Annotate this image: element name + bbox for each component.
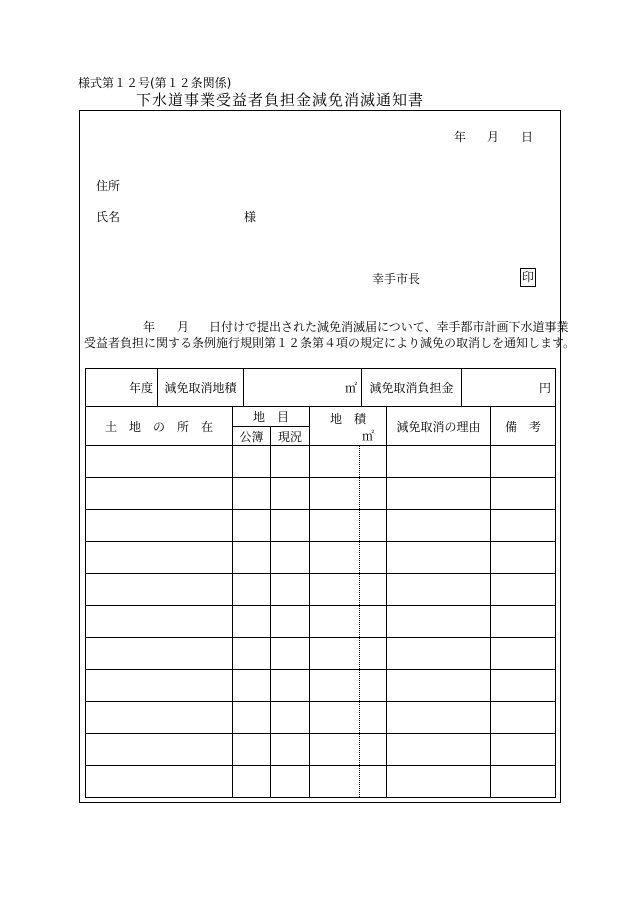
table-cell[interactable] <box>86 446 233 478</box>
table-cell[interactable] <box>233 606 271 638</box>
header-location <box>86 407 233 446</box>
table-cell[interactable] <box>310 574 360 606</box>
table-row <box>86 766 556 798</box>
table-row <box>86 478 556 510</box>
table-cell[interactable] <box>86 574 233 606</box>
table-cell[interactable] <box>271 446 310 478</box>
charge-label-cell <box>362 369 462 407</box>
table-cell[interactable] <box>86 638 233 670</box>
table-cell[interactable] <box>360 574 387 606</box>
table-cell[interactable] <box>233 670 271 702</box>
table-cell[interactable] <box>387 574 491 606</box>
table-cell[interactable] <box>310 478 360 510</box>
table-cell[interactable] <box>233 766 271 798</box>
table-row <box>86 702 556 734</box>
table-cell[interactable] <box>387 670 491 702</box>
table-cell[interactable] <box>233 446 271 478</box>
table-cell[interactable] <box>86 766 233 798</box>
table-cell[interactable] <box>310 606 360 638</box>
body-year: 年 <box>143 320 156 334</box>
table-cell[interactable] <box>491 702 556 734</box>
area-unit: ㎡ <box>344 381 357 395</box>
table-cell[interactable] <box>360 542 387 574</box>
table-cell[interactable] <box>310 510 360 542</box>
table-row <box>86 574 556 606</box>
seal-mark: 印 <box>520 268 536 287</box>
table-cell[interactable] <box>86 510 233 542</box>
table-cell[interactable] <box>491 734 556 766</box>
body-text-line2: 受益者負担に関する条例施行規則第１２条第４項の規定により減免の取消しを通知します。 <box>84 336 576 350</box>
table-cell[interactable] <box>387 766 491 798</box>
table-cell[interactable] <box>271 542 310 574</box>
table-cell[interactable] <box>360 702 387 734</box>
table-cell[interactable] <box>387 638 491 670</box>
area-label: 減免取消地積 <box>164 381 237 395</box>
table-cell[interactable] <box>387 542 491 574</box>
table-cell[interactable] <box>387 510 491 542</box>
table-cell[interactable] <box>271 638 310 670</box>
header-actual <box>271 427 310 446</box>
table-cell[interactable] <box>360 670 387 702</box>
table-cell[interactable] <box>233 638 271 670</box>
body-month: 月 <box>177 320 190 334</box>
issuer-title: 幸手市長 <box>372 272 421 286</box>
table-cell[interactable] <box>491 638 556 670</box>
table-cell[interactable] <box>271 478 310 510</box>
honorific: 様 <box>244 210 257 224</box>
table-cell[interactable] <box>310 542 360 574</box>
table-row <box>86 606 556 638</box>
date-day-label: 日 <box>521 130 534 144</box>
table-cell[interactable] <box>387 702 491 734</box>
body-text-line1: 日付けで提出された減免消滅届について、幸手都市計画下水道事業 <box>209 320 569 334</box>
date-year-label: 年 <box>454 130 467 144</box>
table-cell[interactable] <box>491 766 556 798</box>
table-row <box>86 446 556 478</box>
table-cell[interactable] <box>271 670 310 702</box>
header-registry <box>233 427 271 446</box>
table-cell[interactable] <box>360 478 387 510</box>
header-land-category <box>233 407 310 427</box>
table-row <box>86 734 556 766</box>
table-cell[interactable] <box>491 670 556 702</box>
table-cell[interactable] <box>360 638 387 670</box>
table-cell[interactable] <box>86 478 233 510</box>
charge-label: 減免取消負担金 <box>369 381 454 395</box>
table-cell[interactable] <box>310 766 360 798</box>
table-cell[interactable] <box>360 766 387 798</box>
table-cell[interactable] <box>233 734 271 766</box>
header-area-label: 地 積 <box>330 412 367 426</box>
table-cell[interactable] <box>271 766 310 798</box>
table-cell[interactable] <box>360 734 387 766</box>
area-value-cell <box>244 369 362 407</box>
table-cell[interactable] <box>271 734 310 766</box>
fiscal-year-label: 年度 <box>128 381 153 395</box>
table-cell[interactable] <box>387 446 491 478</box>
table-row <box>86 670 556 702</box>
table-cell[interactable] <box>233 574 271 606</box>
header-registry-label: 公簿 <box>239 429 264 444</box>
table-cell[interactable] <box>271 702 310 734</box>
fiscal-year-cell <box>86 369 158 407</box>
summary-table <box>85 368 556 407</box>
table-cell[interactable] <box>271 574 310 606</box>
table-cell[interactable] <box>233 478 271 510</box>
header-actual-label: 現況 <box>278 429 303 444</box>
table-cell[interactable] <box>310 446 360 478</box>
table-cell[interactable] <box>310 702 360 734</box>
table-row <box>86 510 556 542</box>
header-reason-label: 減免取消の理由 <box>396 419 481 434</box>
name-label: 氏名 <box>96 210 121 224</box>
table-cell[interactable] <box>387 478 491 510</box>
table-cell[interactable] <box>310 734 360 766</box>
table-cell[interactable] <box>233 702 271 734</box>
table-row <box>86 542 556 574</box>
table-cell[interactable] <box>387 606 491 638</box>
table-cell[interactable] <box>86 670 233 702</box>
table-cell[interactable] <box>233 542 271 574</box>
header-reason <box>387 407 491 446</box>
table-cell[interactable] <box>271 606 310 638</box>
header-location-label: 土 地 の 所 在 <box>104 419 213 434</box>
table-cell[interactable] <box>360 446 387 478</box>
land-detail-table <box>85 406 556 798</box>
table-cell[interactable] <box>86 702 233 734</box>
table-cell[interactable] <box>360 606 387 638</box>
table-cell[interactable] <box>491 510 556 542</box>
table-cell[interactable] <box>233 510 271 542</box>
table-cell[interactable] <box>387 734 491 766</box>
header-land-category-label: 地 目 <box>253 410 290 424</box>
table-cell[interactable] <box>491 446 556 478</box>
form-number: 様式第１２号(第１２条関係) <box>78 76 232 90</box>
date-month-label: 月 <box>487 130 500 144</box>
area-label-cell <box>158 369 244 407</box>
table-cell[interactable] <box>310 638 360 670</box>
table-cell[interactable] <box>310 670 360 702</box>
charge-value-cell <box>462 369 556 407</box>
table-cell[interactable] <box>86 542 233 574</box>
data-rows <box>86 446 556 798</box>
table-cell[interactable] <box>86 734 233 766</box>
table-cell[interactable] <box>491 606 556 638</box>
header-remarks <box>491 407 556 446</box>
table-cell[interactable] <box>491 574 556 606</box>
header-remarks-label: 備 考 <box>505 419 542 434</box>
table-cell[interactable] <box>360 510 387 542</box>
document-title: 下水道事業受益者負担金減免消滅通知書 <box>136 91 425 109</box>
address-label: 住所 <box>96 179 121 193</box>
table-row <box>86 638 556 670</box>
yen-unit: 円 <box>538 381 551 395</box>
table-cell[interactable] <box>86 606 233 638</box>
header-area-unit: ㎡ <box>362 429 375 443</box>
table-cell[interactable] <box>491 542 556 574</box>
table-cell[interactable] <box>271 510 310 542</box>
table-cell[interactable] <box>491 478 556 510</box>
header-area <box>310 407 387 446</box>
